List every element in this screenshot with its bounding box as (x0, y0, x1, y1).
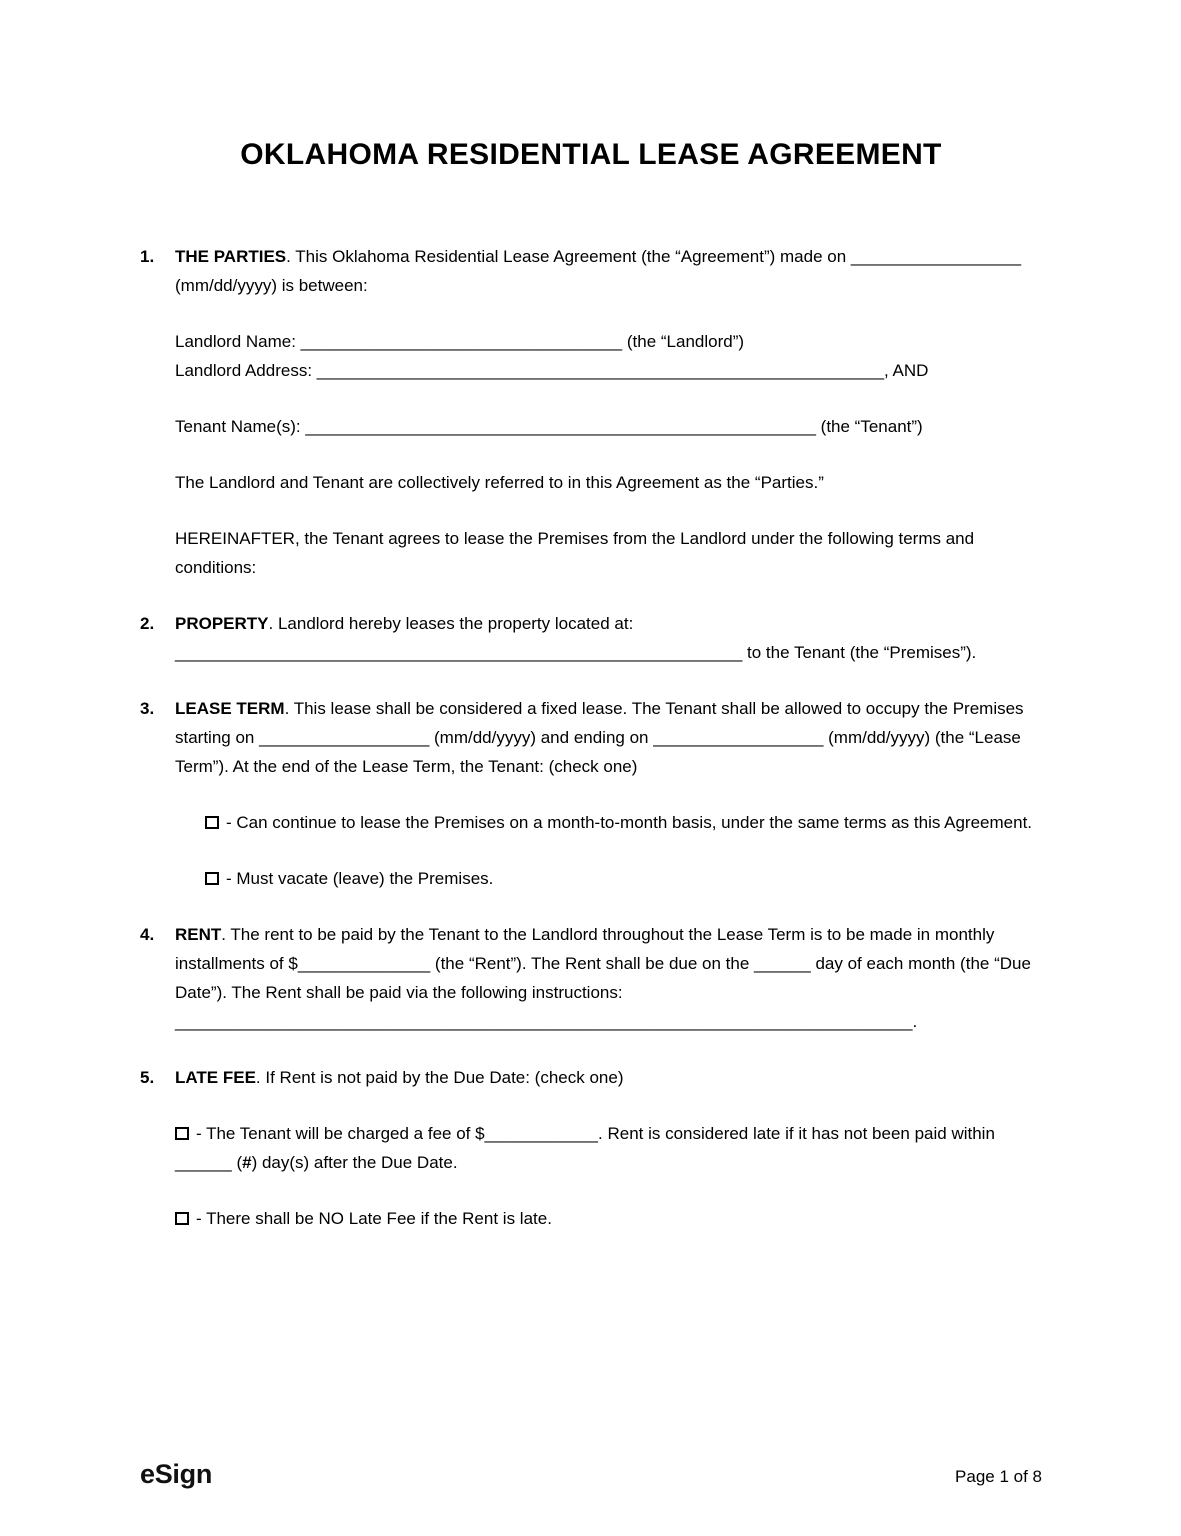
document-title: OKLAHOMA RESIDENTIAL LEASE AGREEMENT (240, 138, 942, 171)
option-label-month-to-month: - Can continue to lease the Premises on a month-to-month basis, under the same terms as this Agreement. (226, 813, 1033, 832)
section-lease-term (140, 694, 1042, 893)
page-number: Page 1 of 8 (955, 1467, 1042, 1486)
rent-text: . The rent to be paid by the Tenant to the Landlord throughout the Lease Term is to be made in monthly installments of $______________ (the “Rent”). The Rent shall be due on the ______ day of each month (the “Due Date”). The Rent shall be paid via the following instructions: ______________________________________________________________________________. (175, 925, 1031, 1031)
checkbox-late-fee-charged[interactable] (175, 1127, 189, 1140)
rent-paragraph (175, 920, 1042, 1036)
lease-term-option-month-to-month (175, 808, 1042, 837)
section-content (175, 609, 1042, 667)
option-label-fee-charged-pre: - The Tenant will be charged a fee of $____________. Rent is considered late if it has not been paid within ______ ( (175, 1124, 995, 1172)
section-property (140, 609, 1042, 667)
section-heading-lease-term: LEASE TERM (175, 699, 285, 718)
late-fee-paragraph (175, 1063, 1042, 1092)
section-rent (140, 920, 1042, 1036)
section-heading-rent: RENT (175, 925, 222, 944)
section-heading-the-parties: THE PARTIES (175, 247, 287, 266)
section-late-fee (140, 1063, 1042, 1233)
lease-term-paragraph (175, 694, 1042, 781)
hereinafter-text: HEREINAFTER, the Tenant agrees to lease the Premises from the Landlord under the following terms and conditions: (175, 529, 975, 577)
section-content (175, 1063, 1042, 1233)
option-label-vacate: - Must vacate (leave) the Premises. (226, 869, 494, 888)
hereinafter-paragraph (175, 524, 1042, 582)
parties-intro-paragraph (175, 242, 1042, 300)
property-paragraph (175, 609, 1042, 667)
section-content (175, 242, 1042, 582)
lease-term-text: . This lease shall be considered a fixed lease. The Tenant shall be allowed to occupy the Premises starting on __________________ (mm/dd/yyyy) and ending on __________________ (mm/dd/yyyy) (the “Lease Term”). At the end of the Lease Term, the Tenant: (check one) (175, 699, 1024, 776)
late-fee-text: . If Rent is not paid by the Due Date: (check one) (255, 1068, 624, 1087)
section-number-4: 4. (140, 925, 155, 944)
section-the-parties (140, 242, 1042, 582)
tenant-name-line: Tenant Name(s): ______________________________________________________ (the “Tenant”) (175, 417, 923, 436)
section-heading-property: PROPERTY (175, 614, 269, 633)
late-fee-option-charged (175, 1119, 1042, 1177)
tenant-info-block (175, 412, 1042, 441)
section-content (175, 694, 1042, 893)
page-footer (140, 1459, 1042, 1490)
option-label-no-late-fee: - There shall be NO Late Fee if the Rent is late. (196, 1209, 552, 1228)
parties-definition-text: The Landlord and Tenant are collectively referred to in this Agreement as the “Parties.” (175, 473, 824, 492)
esign-logo: eSign (140, 1459, 213, 1489)
section-heading-late-fee: LATE FEE (175, 1068, 256, 1087)
section-number-3: 3. (140, 699, 155, 718)
section-number-2: 2. (140, 614, 155, 633)
landlord-name-line: Landlord Name: __________________________________ (the “Landlord”) (175, 332, 745, 351)
lease-term-option-vacate (175, 864, 1042, 893)
property-text: . Landlord hereby leases the property located at: ____________________________________________________________ to the Tenant (the “Premises”). (175, 614, 977, 662)
parties-definition-paragraph (175, 468, 1042, 497)
section-number-1: 1. (140, 247, 155, 266)
option-label-fee-charged-post: ) day(s) after the Due Date. (251, 1153, 458, 1172)
checkbox-no-late-fee[interactable] (175, 1212, 189, 1225)
option-label-fee-charged-hash: # (242, 1153, 252, 1172)
parties-intro-text: . This Oklahoma Residential Lease Agreement (the “Agreement”) made on __________________ (mm/dd/yyyy) is between: (175, 247, 1022, 295)
checkbox-continue-month-to-month[interactable] (205, 816, 219, 829)
landlord-info-block (175, 327, 1042, 385)
section-number-5: 5. (140, 1068, 155, 1087)
section-content (175, 920, 1042, 1036)
checkbox-must-vacate[interactable] (205, 872, 219, 885)
landlord-address-line: Landlord Address: ____________________________________________________________, AND (175, 361, 929, 380)
late-fee-option-none (175, 1204, 1042, 1233)
